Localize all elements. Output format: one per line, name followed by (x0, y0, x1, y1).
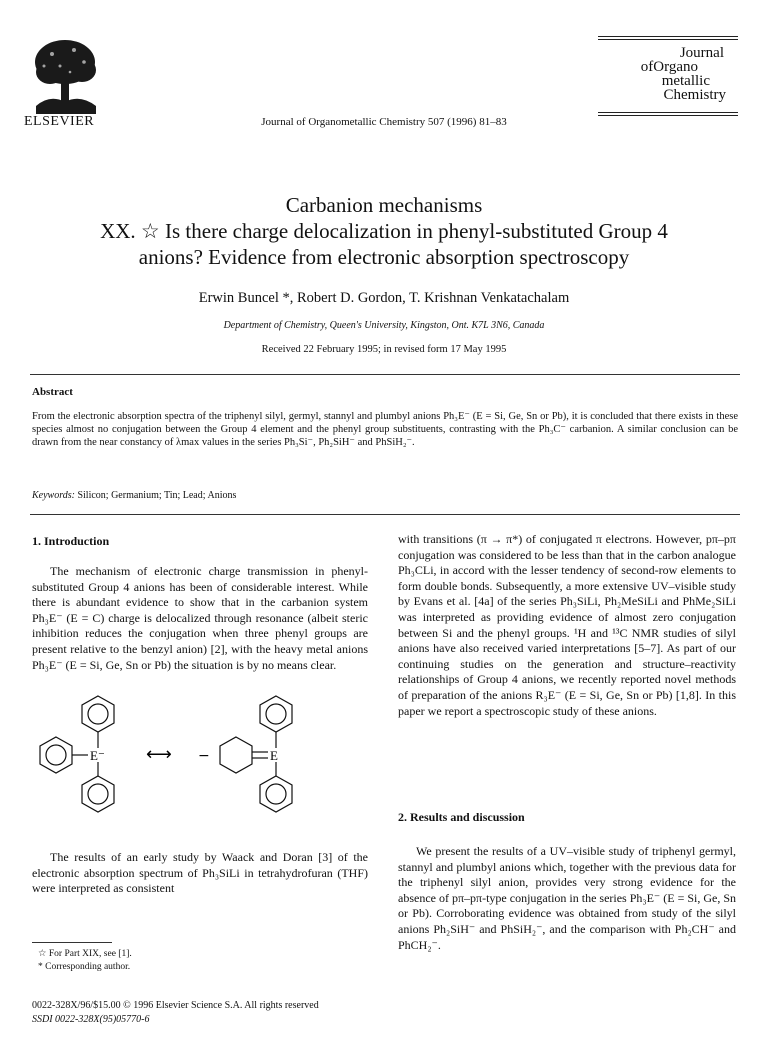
paragraph: We present the results of a UV–visible study of triphenyl germyl, stannyl and plumbyl anions which, together with the previous data for the triphenyl silyl anion, provides very strong evidence for the absence of pπ–pπ-type conjugation in the series Ph₃E⁻ (E = Si, Ge, Sn or Pb). Corroborating evidence was obtained from study of the silyl anions Ph₂SiH⁻ and PhSiH₂⁻, and the comparison with Ph₂CH⁻ and PhCH₂⁻. (398, 844, 737, 952)
publisher-name: ELSEVIER (24, 114, 95, 129)
scheme-left-label: E⁻ (90, 748, 105, 763)
phenyl-ring (260, 776, 292, 812)
phenyl-ring (260, 696, 292, 732)
scheme-right-label: E (270, 748, 278, 763)
paragraph: with transitions (π → π*) of conjugated π electrons. However, pπ–pπ conjugation was considered to be less than that in the carbon analogue Ph₃CLi, in accord with the lesser tendency of second-row elements to form double bonds. Subsequently, a more extensive UV–visible study by Evans et al. [4a] of the series Ph₃SiLi, Ph₂MeSiLi and PhMe₂SiLi was interpreted as providing evidence of almost zero conjugation between Si and the phenyl groups. ¹H and ¹³C NMR studies of silyl anions have also received varied interpretations [5–7]. As part of our continuing studies on the generation and structure–reactivity relationships of Group 4 anions, we recently reported novel methods of preparation of the anions R₃E⁻ (E = Si, Ge, Sn or Pb) [1,8]. In this paper we report a spectroscopic study of these anions. (398, 532, 736, 718)
journal-logo-line-3: metallic (661, 73, 710, 89)
right-column-paragraph-1 (398, 532, 736, 719)
abstract-body: From the electronic absorption spectra of the triphenyl silyl, germyl, stannyl and plumbyl anions Ph₃E⁻ (E = Si, Ge, Sn or Pb), it is concluded that there exists in these species almost no conjugation between the Group 4 element and the phenyl group substituents, contrasting with the Ph₃C⁻ carbanion. A similar conclusion can be drawn from the near constancy of λmax values in the series Ph₃Si⁻, Ph₂SiH⁻ and PhSiH₂⁻. (32, 411, 738, 448)
footnote-part-xix: ☆ For Part XIX, see [1]. (38, 949, 132, 959)
authors: Erwin Buncel *, Robert D. Gordon, T. Krishnan Venkatachalam (198, 290, 570, 306)
aromatic-circle (88, 704, 108, 724)
phenyl-ring (82, 696, 114, 732)
received-dates: Received 22 February 1995; in revised form 17 May 1995 (261, 344, 507, 355)
journal-logo-line-1: Journal (679, 45, 724, 61)
footnote-corresponding-author: * Corresponding author. (38, 962, 131, 972)
phenyl-ring (82, 776, 114, 812)
journal-logo (598, 36, 738, 116)
copyright-line: 0022-328X/96/$15.00 © 1996 Elsevier Science S.A. All rights reserved (32, 1000, 319, 1011)
article-title (40, 192, 728, 270)
divider (30, 374, 740, 375)
footnote-rule (32, 942, 112, 943)
intro-paragraph-1 (32, 564, 368, 673)
journal-logo-line-2: ofOrgano (640, 59, 698, 75)
phenyl-ring (40, 737, 72, 773)
paragraph: The results of an early study by Waack and Doran [3] of the electronic absorption spectrum of Ph₃SiLi in tetrahydrofuran (THF) were interpreted as consistent (32, 850, 368, 896)
ssdi-line: SSDI 0022-328X(95)05770-6 (32, 1014, 150, 1025)
title-line-1: Carbanion mechanisms (285, 193, 483, 217)
elsevier-tree-logo (30, 36, 100, 114)
abstract-heading: Abstract (32, 386, 73, 398)
paragraph: The mechanism of electronic charge transmission in phenyl-substituted Group 4 anions has been of considerable interest. While there is abundant evidence to show that in the carbanion system Ph₃E⁻ (E = C) charge is delocalized through resonance (albeit steric inhibition reduces the conjugation when three phenyl groups are present relative to the benzyl anion) [2], with the heavy metal anions Ph₃E⁻ (E = Si, Ge, Sn or Pb) the situation is by no means clear. (32, 564, 368, 672)
aromatic-circle (46, 745, 66, 765)
keywords-label: Keywords: (32, 490, 75, 501)
resonance-scheme (30, 688, 368, 838)
aromatic-circle (266, 704, 286, 724)
aromatic-circle (266, 784, 286, 804)
aromatic-circle (88, 784, 108, 804)
keywords (32, 490, 236, 501)
title-line-2: XX. ☆ Is there charge delocalization in phenyl-substituted Group 4 (100, 219, 668, 243)
results-paragraph-1 (398, 844, 736, 953)
title-line-3: anions? Evidence from electronic absorption spectroscopy (138, 245, 630, 269)
section-heading-results: 2. Results and discussion (398, 810, 525, 824)
scheme-minus: − (198, 748, 210, 764)
quinoid-ring (220, 737, 252, 773)
keywords-list: Silicon; Germanium; Tin; Lead; Anions (77, 490, 237, 501)
journal-citation: Journal of Organometallic Chemistry 507 (1996) 81–83 (261, 116, 507, 128)
resonance-arrow: ⟷ (146, 744, 172, 765)
section-heading-introduction: 1. Introduction (32, 534, 110, 548)
intro-paragraph-2 (32, 850, 368, 897)
journal-logo-line-4: Chemistry (663, 87, 726, 103)
affiliation: Department of Chemistry, Queen's University, Kingston, Ont. K7L 3N6, Canada (223, 320, 545, 331)
divider (30, 514, 740, 515)
